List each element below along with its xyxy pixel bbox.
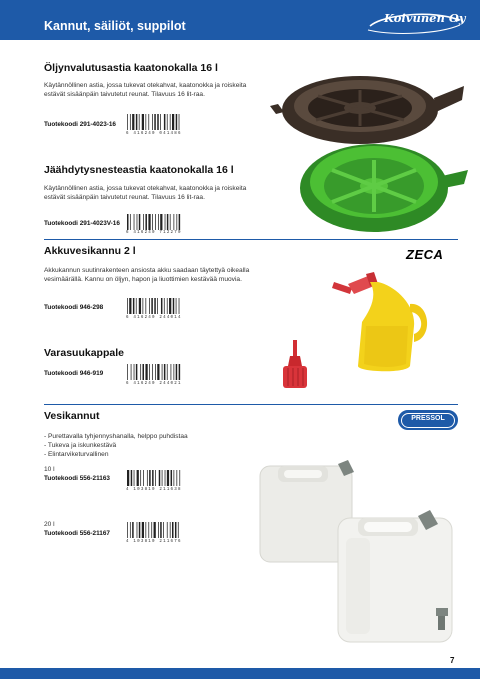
product-code-20l: Tuotekoodi 556-21167: [44, 530, 110, 537]
product-code-battery-jug: Tuotekoodi 946-298: [44, 304, 104, 311]
variant-size-10l: 10 l: [44, 466, 55, 473]
barcode-number: 6 416240 712270: [126, 231, 182, 235]
section-divider: [44, 404, 458, 405]
barcode-icon: [126, 470, 196, 486]
section-divider: [44, 239, 458, 240]
barcode-icon: [126, 298, 196, 314]
zeca-brand-logo: ZECA: [406, 247, 444, 262]
section-description-coolant-pan: Käytännöllinen astia, jossa tukevat otekahvat, kaatonokka ja roiskeita estävät sisäänpäin taivutetut reunat. Tilavuus 16 lit-raa.: [44, 185, 247, 201]
page-footer: [0, 668, 480, 679]
barcode-number: 6 416240 041486: [126, 132, 182, 136]
feature-list: [44, 432, 264, 460]
feature-item: - Purettavalla tyhjennyshanalla, helppo puhdistaa: [44, 432, 264, 441]
barcode-icon: [126, 364, 196, 380]
product-code-spare-nozzle: Tuotekoodi 946-919: [44, 370, 104, 377]
water-cans-image: [254, 458, 460, 648]
section-title-spare-nozzle: Varasuukappale: [44, 347, 124, 359]
product-code-10l: Tuotekoodi 556-21163: [44, 475, 110, 482]
section-title-water-cans: Vesikannut: [44, 410, 100, 422]
company-logo-text: Koivunen Oy: [384, 11, 466, 25]
product-code-oil-pan: Tuotekoodi 291-4023-16: [44, 121, 116, 128]
barcode-icon: [126, 214, 196, 230]
page-title: Kannut, säiliöt, suppilot: [44, 19, 186, 33]
barcode-number: 4 103810 211676: [126, 540, 182, 544]
section-title-oil-pan: Öljynvalutusastia kaatonokalla 16 l: [44, 62, 218, 74]
section-title-coolant-pan: Jäähdytysnesteastia kaatonokalla 16 l: [44, 164, 234, 176]
barcode-number: 6 416240 244014: [126, 316, 182, 320]
section-description-battery-jug: Akkukannun suutinrakenteen ansiosta akku saadaan täytettyä oikealla vesimäärällä. Kannu on öljyn, hapon ja liuottimien kestävää muovia.: [44, 267, 250, 283]
spare-nozzle-image: [280, 340, 310, 392]
barcode-icon: [126, 522, 196, 538]
barcode-number: 4 103810 211638: [126, 488, 182, 492]
pressol-brand-text: PRESSOL: [411, 415, 445, 422]
barcode-number: 6 416240 244021: [126, 382, 182, 386]
barcode-icon: [126, 114, 196, 130]
page-number: 7: [450, 656, 455, 665]
feature-item: - Elintarviketurvallinen: [44, 450, 264, 459]
section-title-battery-jug: Akkuvesikannu 2 l: [44, 245, 136, 257]
section-description-oil-pan: Käytännöllinen astia, jossa tukevat otekahvat, kaatonokka ja roiskeita estävät sisäänpäin taivutetut reunat. Tilavuus 16 lit-raa.: [44, 82, 247, 98]
battery-water-jug-image: [330, 266, 436, 376]
product-code-coolant-pan: Tuotekoodi 291-4023V-16: [44, 220, 120, 227]
feature-item: - Tukeva ja iskunkestävä: [44, 441, 264, 450]
coolant-pan-image: [292, 130, 468, 236]
variant-size-20l: 20 l: [44, 521, 55, 528]
